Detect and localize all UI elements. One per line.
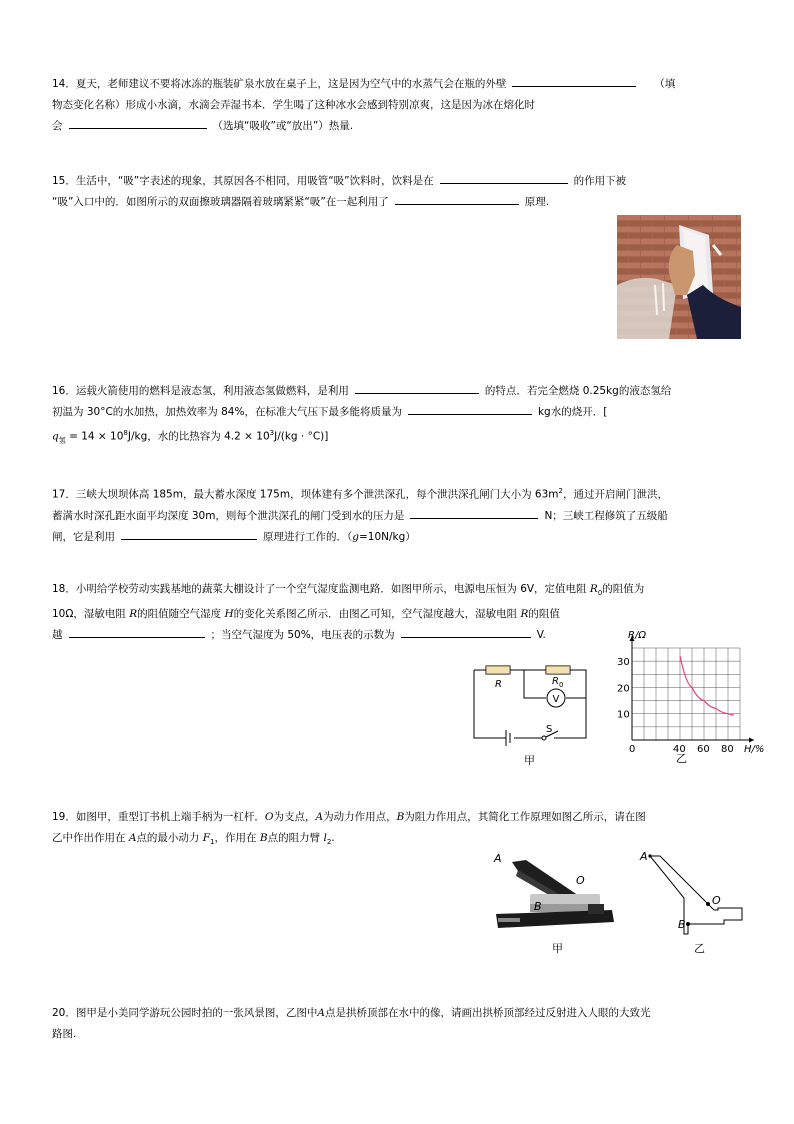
answer-blank[interactable]	[440, 171, 568, 184]
circuit-diagram	[462, 658, 602, 770]
answer-blank[interactable]	[512, 74, 636, 87]
question-16: 16．运载火箭使用的燃料是液态氢，利用液态氢做燃料，是利用 的特点．若完全燃烧 0.25kg的液态氢给 初温为 30°C的水加热，加热效率为 84%，在标准大气压下最多能将质量为 kg水的烧开．[ $q_氢 = 14 \times 10^8J/kg$，水的比热容为 $4.2 \times 10^3J/(kg \cdot ^\circ C)$]	[52, 381, 742, 452]
figure-caption-yi: 乙	[694, 942, 705, 955]
resistor-r-label: R	[495, 679, 502, 690]
answer-blank[interactable]	[395, 192, 519, 205]
stapler-b-label: B	[534, 900, 542, 913]
x-axis-label: H/%	[744, 744, 765, 755]
x-tick-label: 80	[721, 744, 734, 755]
series-line	[680, 656, 734, 715]
resistor-r0-label: R	[552, 676, 559, 687]
x-tick-label: 40	[673, 744, 686, 755]
y-axis-label: R/Ω	[628, 630, 646, 641]
answer-blank[interactable]	[121, 527, 257, 540]
lever-diagram	[638, 848, 748, 960]
question-15: 15．生活中，“吸”字表述的现象，其原因各不相同，用吸管“吸”饮料时，饮料是在 的作用下被 “吸”入口中的．如图所示的双面擦玻璃器隔着玻璃紧紧“吸”在一起利用了 原理.	[52, 171, 742, 213]
switch-label: S	[546, 724, 553, 735]
figure-caption-jia: 甲	[552, 942, 563, 955]
stapler-o-label: O	[576, 874, 585, 887]
y-tick-label: 30	[617, 657, 630, 669]
answer-blank[interactable]	[401, 625, 531, 638]
x-tick-label: 60	[697, 744, 710, 755]
y-tick-label: 10	[617, 709, 630, 721]
question-18: 18．小明给学校劳动实践基地的蔬菜大棚设计了一个空气湿度监测电路．如图甲所示，电源电压恒为 6V，定值电阻 $R_0$的阻值为 10Ω，湿敏电阻 R的阻值随空气湿度 H的变化关系图乙所示．由图乙可知，空气湿度越大，湿敏电阻 R的阻值 越 ；当空气湿度为 50%，电压表的示数为 V.	[52, 583, 645, 642]
answer-blank[interactable]	[69, 625, 205, 638]
stapler-figure	[490, 848, 620, 960]
x-axis-arrow	[749, 738, 754, 743]
question-14: 14．夏天，老师建议不要将冰冻的瓶装矿泉水放在桌子上，这是因为空气中的水蒸气会在瓶的外壁 （填 物态变化名称）形成小水滴，水滴会弄湿书本．学生喝了这种冰水会感到特别凉爽，这是因为冰在熔化时 会 （选填“吸收”或“放出”）热量.	[52, 74, 742, 137]
humidity-resistance-chart	[610, 630, 765, 766]
question-20: 20．图甲是小美同学游玩公园时拍的一张风景图，乙图中A点是拱桥顶部在水中的像，请画出拱桥顶部经过反射进入人眼的大致光 路图.	[52, 1007, 651, 1040]
x-tick-label: 0	[629, 744, 636, 755]
resistor-r0-subscript: 0	[559, 681, 564, 689]
question-19: 19．如图甲，重型订书机上端手柄为一杠杆．O为支点，A为动力作用点，B为阻力作用点，其简化工作原理如图乙所示，请在图 乙中作出作用在 A点的最小动力 $F_1$，作用在 B点的阻力臂 $l_2$.	[52, 811, 646, 847]
answer-blank[interactable]	[69, 116, 207, 129]
answer-blank[interactable]	[408, 402, 532, 415]
question-17: 17．三峡大坝坝体高 185m，最大蓄水深度 175m，坝体建有多个泄洪深孔，每个泄洪深孔闸门大小为 $63m^2$，通过开启闸门泄洪， 蓄满水时深孔距水面平均深度 30m，则每个泄洪深孔的闸门受到水的压力是 N；三峡工程修筑了五级船 闸，它是利用 原理进行工作的．（g=10N/kg）	[52, 487, 668, 543]
lever-a-label: A	[640, 850, 648, 863]
lever-o-label: O	[712, 894, 721, 907]
lever-b-label: B	[678, 918, 686, 931]
figure-caption-yi: 乙	[676, 752, 687, 765]
answer-blank[interactable]	[355, 381, 479, 394]
voltmeter-label: V	[552, 694, 560, 705]
stapler-a-label: A	[494, 852, 502, 865]
window-cleaner-photo	[617, 215, 741, 339]
figure-caption-jia: 甲	[524, 754, 535, 767]
answer-blank[interactable]	[410, 506, 538, 519]
y-tick-label: 20	[617, 683, 630, 695]
